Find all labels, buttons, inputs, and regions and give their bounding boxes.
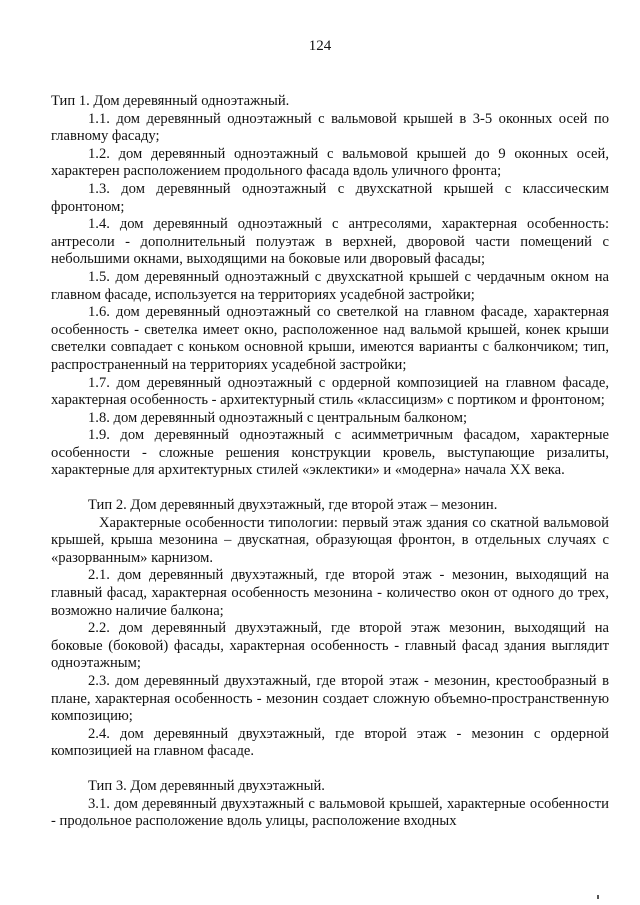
type-2-item: 2.1. дом деревянный двухэтажный, где второй этаж - мезонин, выходящий на главный фасад, характерная особенность мезонина - количество окон от одного до трех, возможно наличие балкона;: [51, 567, 609, 619]
scan-artifact-mark: [597, 895, 599, 899]
page-number: 124: [308, 38, 332, 54]
type-1-heading: Тип 1. Дом деревянный одноэтажный.: [51, 93, 290, 109]
type-1-item: 1.9. дом деревянный одноэтажный с асимметричным фасадом, характерные особенности - сложные решения конструкции кровель, выступающие ризалиты, характерные для архитектурных стилей «эклектики» и «модерна» начала XX века.: [51, 427, 609, 479]
type-2-item: 2.4. дом деревянный двухэтажный, где второй этаж - мезонин с ордерной композицией на главном фасаде.: [51, 725, 609, 760]
section-gap: [51, 761, 609, 778]
type-1-item: 1.3. дом деревянный одноэтажный с двухскатной крышей с классическим фронтоном;: [51, 180, 609, 215]
type-2-item: 2.3. дом деревянный двухэтажный, где второй этаж - мезонин, крестообразный в плане, характерная особенность - мезонин создает сложную объемно-пространственную композицию;: [51, 673, 609, 725]
type-2-intro: Характерные особенности типологии: первый этаж здания со скатной вальмовой крышей, крыша мезонина – двускатная, образующая фронтон, в отдельных случаях с «разорванным» карнизом.: [51, 514, 609, 566]
type-1-section: [51, 93, 609, 480]
type-2-item: 2.2. дом деревянный двухэтажный, где второй этаж мезонин, выходящий на боковые (боковой) фасады, характерная особенность - главный фасад здания выглядит одноэтажным;: [51, 620, 609, 672]
type-1-item: 1.4. дом деревянный одноэтажный с антресолями, характерная особенность: антресоли - дополнительный полуэтаж в верхней, дворовой части помещений с небольшими окнами, выходящими на боковые или дворовый фасады;: [51, 216, 609, 268]
type-2-section: [51, 497, 609, 761]
type-1-item: 1.2. дом деревянный одноэтажный с вальмовой крышей до 9 оконных осей, характерен расположением продольного фасада вдоль уличного фронта;: [51, 145, 609, 180]
type-2-heading: Тип 2. Дом деревянный двухэтажный, где второй этаж – мезонин.: [88, 497, 498, 514]
document-body: [51, 93, 609, 831]
type-3-item: 3.1. дом деревянный двухэтажный с вальмовой крышей, характерные особенности - продольное расположение вдоль улицы, расположение входных: [51, 795, 609, 830]
type-1-item: 1.1. дом деревянный одноэтажный с вальмовой крышей в 3-5 оконных осей по главному фасаду;: [51, 110, 609, 145]
type-1-item: 1.8. дом деревянный одноэтажный с центральным балконом;: [88, 409, 468, 426]
type-3-section: [51, 778, 609, 831]
type-3-heading: Тип 3. Дом деревянный двухэтажный.: [88, 777, 325, 794]
type-1-item: 1.7. дом деревянный одноэтажный с ордерной композицией на главном фасаде, характерная особенность - архитектурный стиль «классицизм» с портиком и фронтоном;: [51, 374, 609, 409]
type-1-item: 1.5. дом деревянный одноэтажный с двухскатной крышей с чердачным окном на главном фасаде, используется на территориях усадебной застройки;: [51, 268, 609, 303]
type-1-item: 1.6. дом деревянный одноэтажный со светелкой на главном фасаде, характерная особенность - светелка имеет окно, расположенное над вальмой крышей, конек крыши светелки совпадает с коньком основной крыши, имеются варианты с балкончиком; тип, распространенный на территориях усадебной застройки;: [51, 304, 609, 373]
section-gap: [51, 480, 609, 497]
